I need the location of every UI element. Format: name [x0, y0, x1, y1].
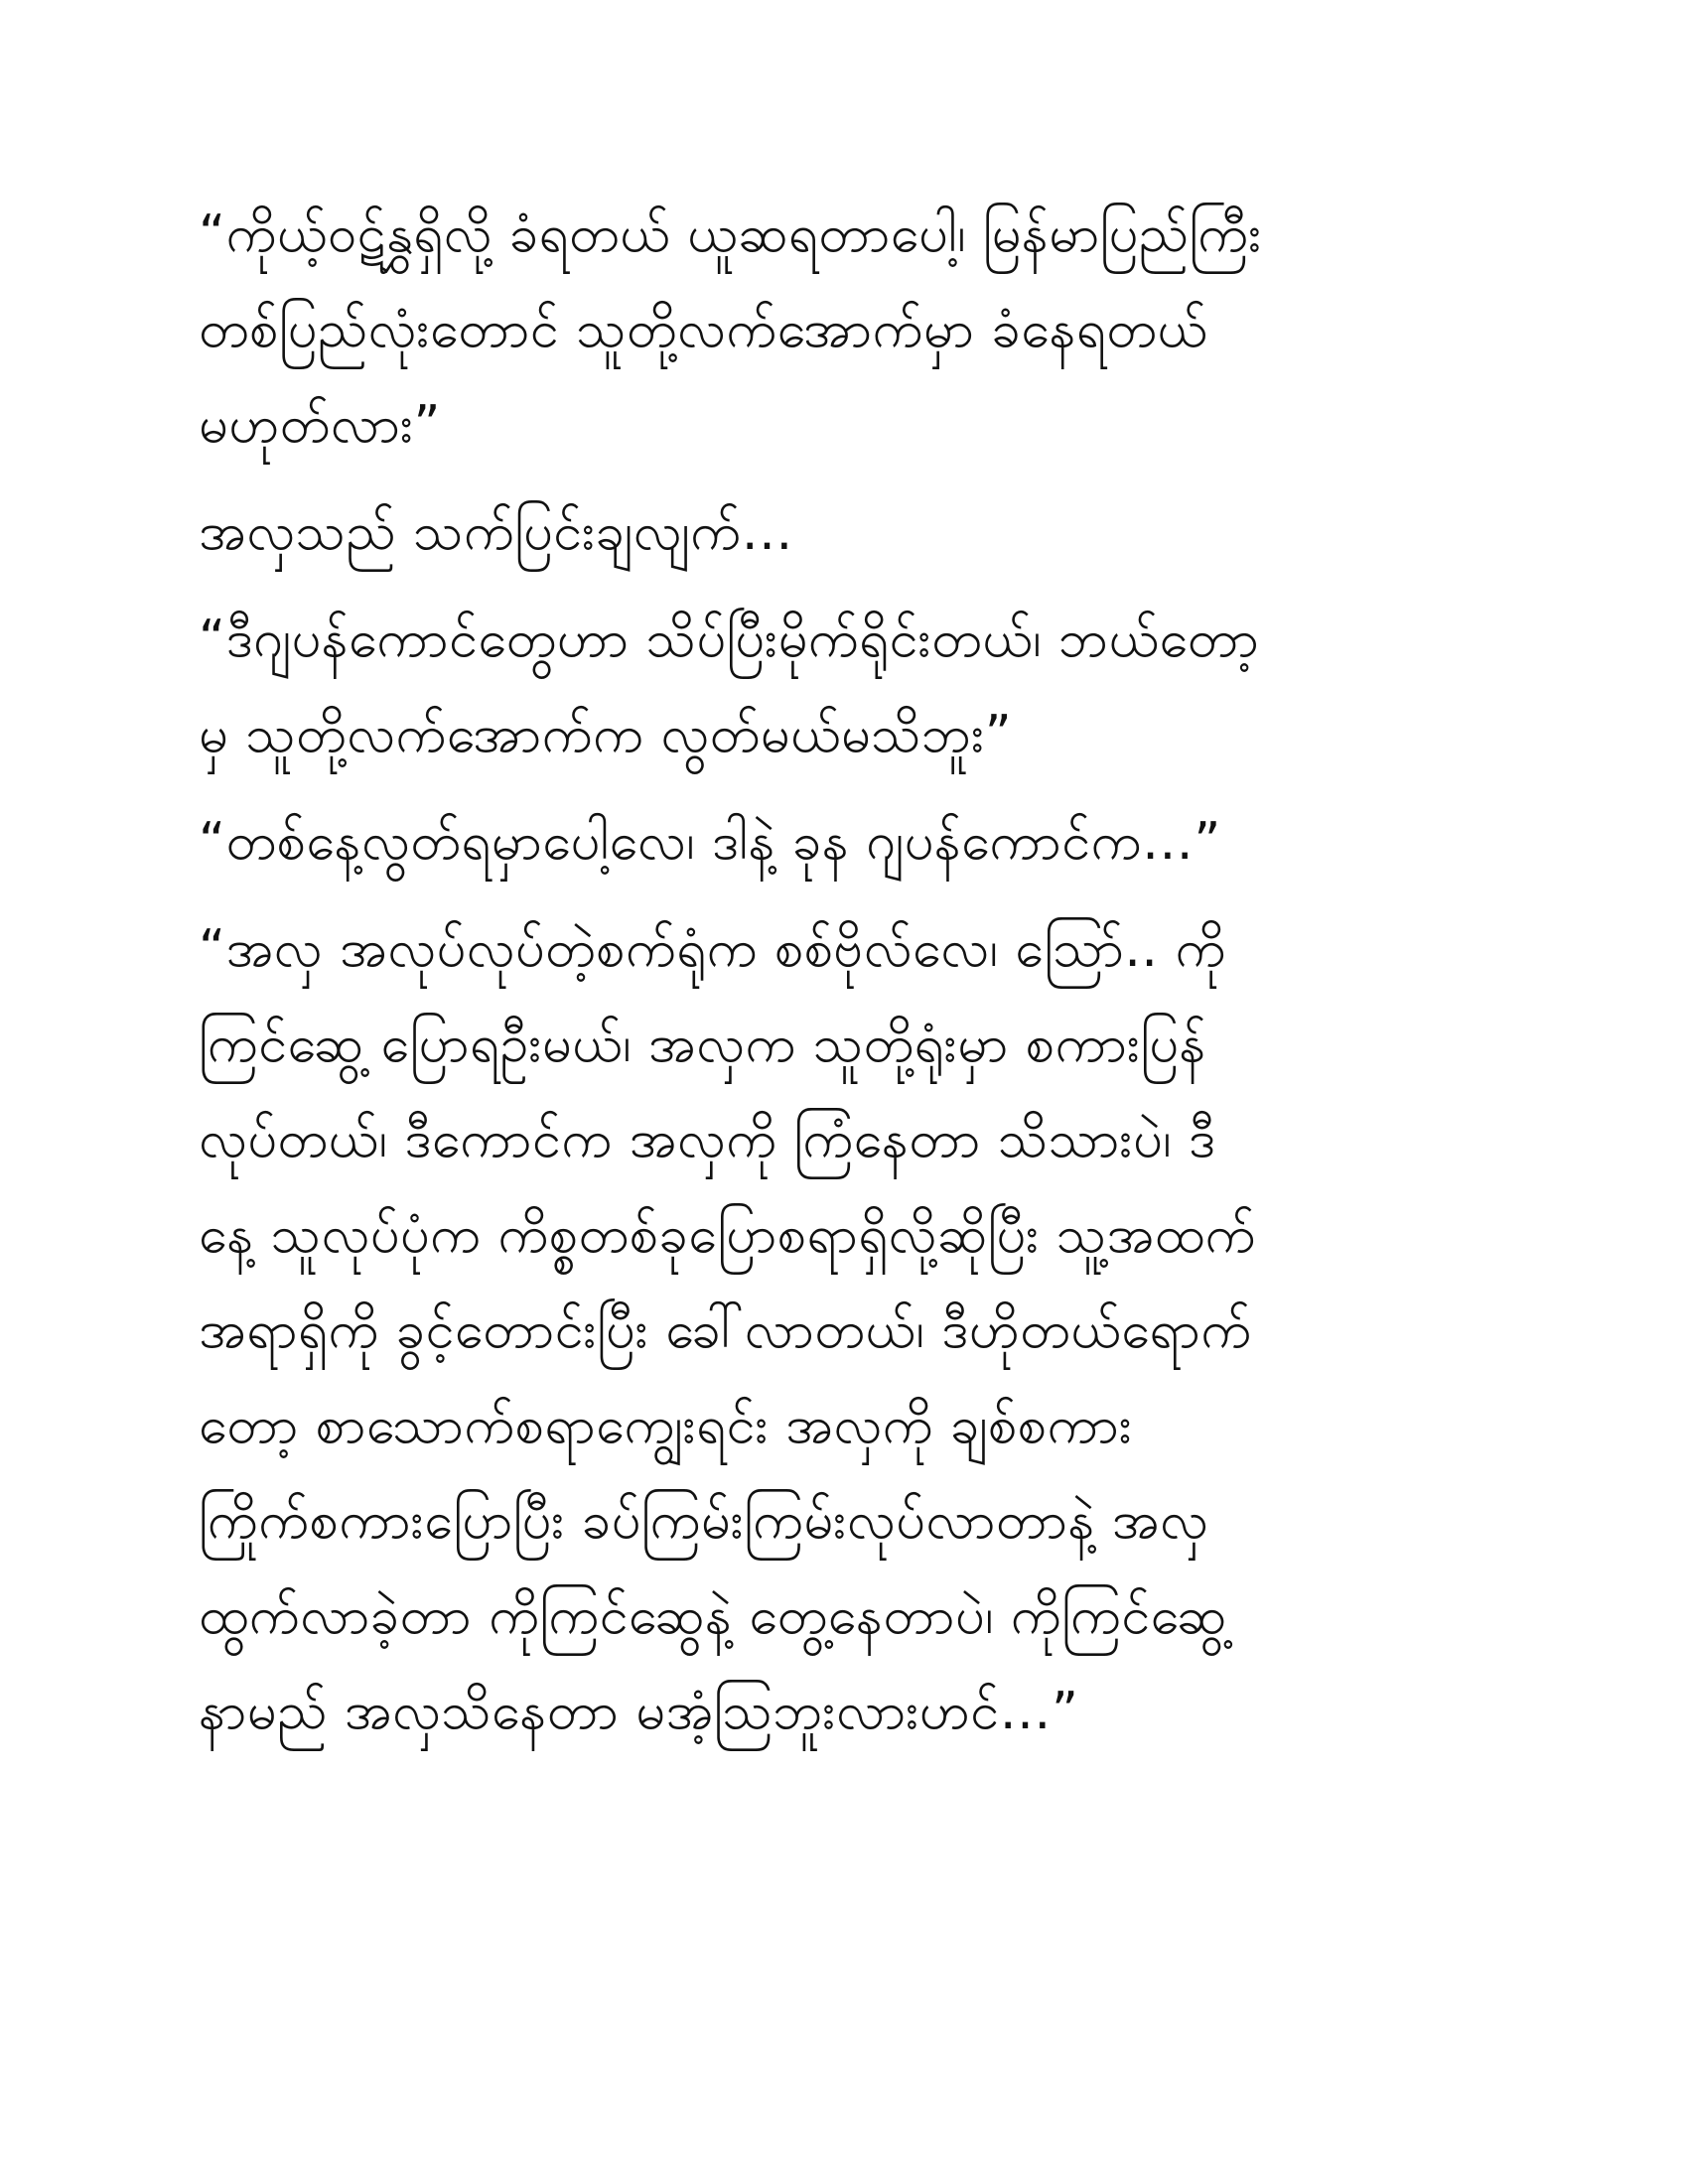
dialogue-paragraph-1: “ကိုယ့်ဝဋ်နွှရှိလို့ ခံရတယ် ယူဆရတာပေါ့၊ မြန်မာပြည်ကြီး တစ်ပြည်လုံးတောင် သူတို့လက်အောက်မှာ ခံနေရတယ် မဟုတ်လား” — [199, 205, 1262, 455]
dialogue-paragraph-2: “ဒီဂျပန်ကောင်တွေဟာ သိပ်ပြီးမိုက်ရိုင်းတယ်၊ ဘယ်တော့ မှ သူတို့လက်အောက်က လွတ်မယ်မသိဘူး” — [199, 610, 1260, 764]
narration-paragraph: အလှသည် သက်ပြင်းချလျက်… — [199, 502, 793, 562]
dialogue-paragraph-4: “အလှ အလုပ်လုပ်တဲ့စက်ရုံက စစ်ဗိုလ်လေ၊ သြော်.. ကို ကြင်ဆွေ့ ပြောရဦးမယ်၊ အလှက သူတို့ရုံးမှာ စကားပြန် လုပ်တယ်၊ ဒီကောင်က အလှကို ကြံနေတာ သိသားပဲ၊ ဒီ နေ့ သူလုပ်ပုံက ကိစ္စတစ်ခုပြောစရာရှိလို့ဆိုပြီး သူ့အထက် အရာရှိကို ခွင့်တောင်းပြီး ခေါ်လာတယ်၊ ဒီဟိုတယ်ရောက် တော့ စာသောက်စရာကျွေးရင်း အလှကို ချစ်စကား ကြိုက်စကားပြောပြီး ခပ်ကြမ်းကြမ်းလုပ်လာတာနဲ့ အလှ ထွက်လာခဲ့တာ ကိုကြင်ဆွေနဲ့ တွေ့နေတာပဲ၊ ကိုကြင်ဆွေ့ နာမည် အလှသိနေတာ မအံ့သြဘူးလားဟင်…” — [199, 919, 1256, 1741]
dialogue-paragraph-3: “တစ်နေ့လွတ်ရမှာပေါ့လေ၊ ဒါနဲ့ ခုန ဂျပန်ကောင်က…” — [199, 812, 1221, 872]
